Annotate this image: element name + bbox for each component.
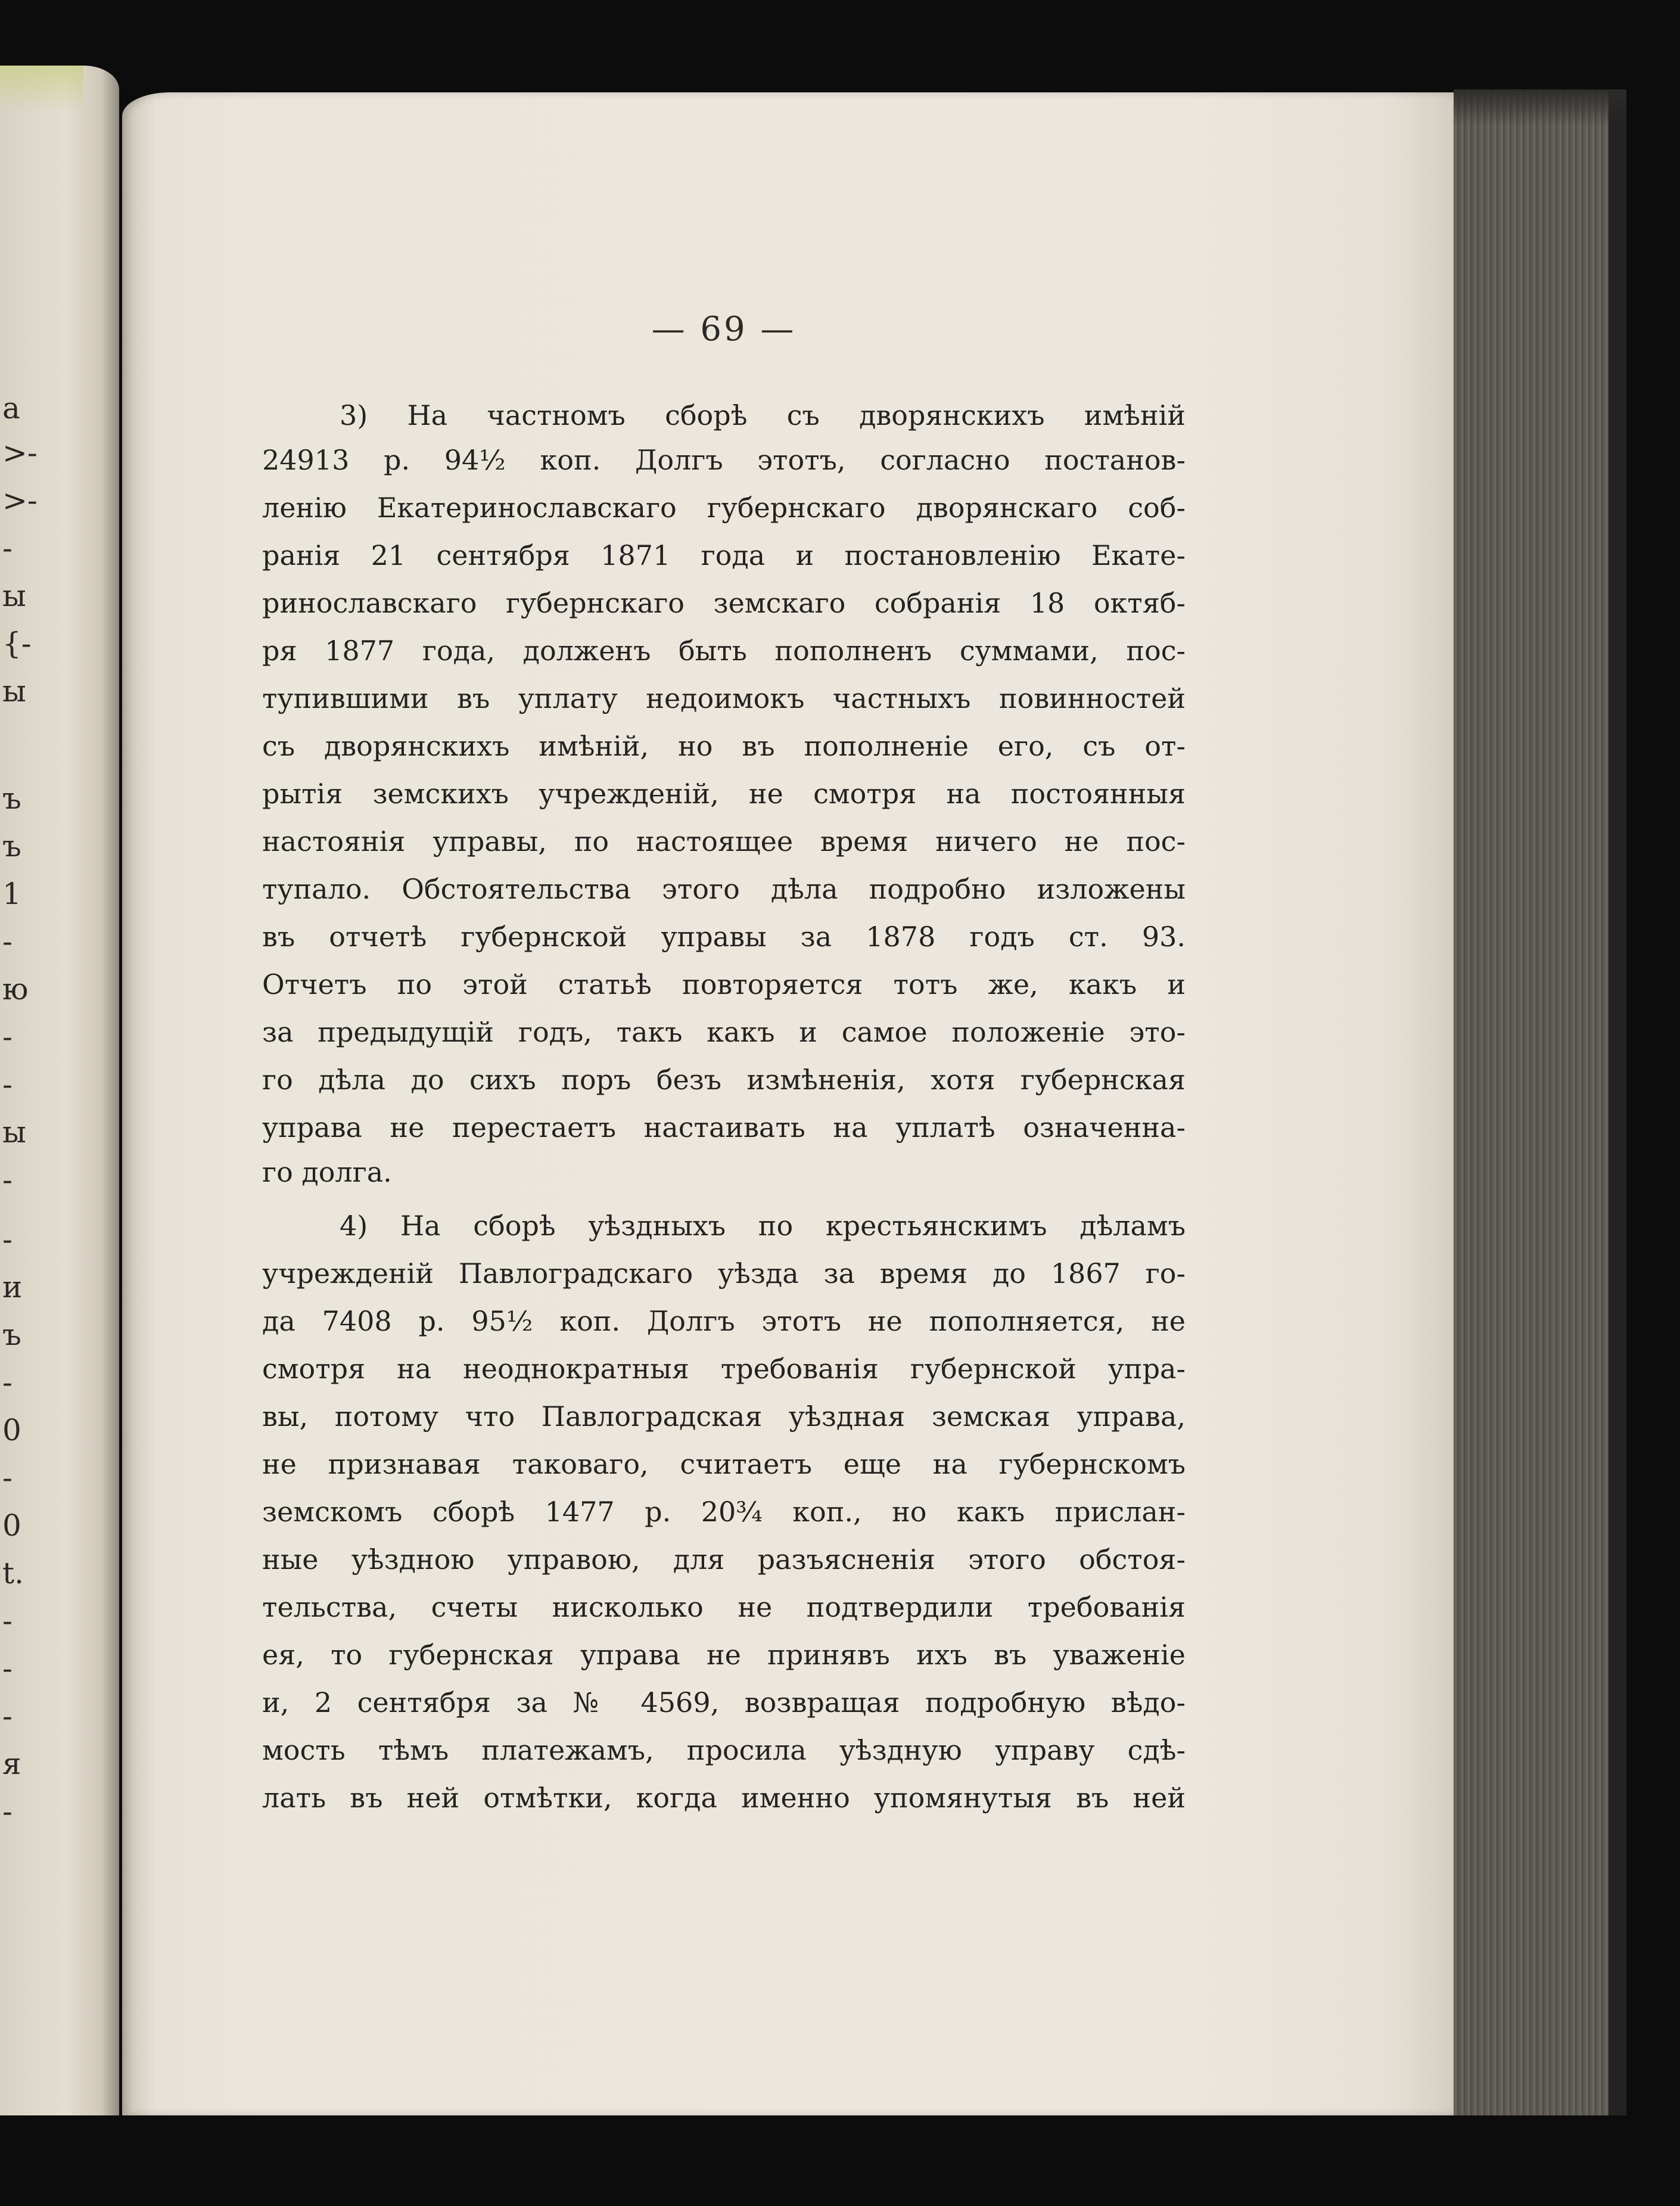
text-line: 3) На частномъ сборѣ съ дворянскихъ имѣній: [340, 399, 1186, 431]
margin-char: 1: [2, 877, 21, 911]
text-line: ранія 21 сентября 1871 года и постановленію Екате-: [262, 539, 1186, 571]
text-line: смотря на неоднократныя требованія губернской упра-: [262, 1353, 1186, 1385]
text-line: учрежденій Павлоградскаго уѣзда за время до 1867 го-: [262, 1257, 1186, 1290]
text-line: тельства, счеты нисколько не подтвердили требованія: [262, 1591, 1186, 1623]
text-line: настоянія управы, по настоящее время ничего не пос-: [262, 825, 1186, 857]
text-line: и, 2 сентября за № 4569, возвращая подробную вѣдо-: [262, 1686, 1186, 1719]
margin-char: -: [2, 1794, 13, 1829]
text-line: ленію Екатеринославскаго губернскаго дворянскаго соб-: [262, 492, 1186, 524]
margin-char: ъ: [2, 1318, 21, 1352]
margin-char: 0: [2, 1508, 21, 1543]
margin-char: -: [2, 1604, 13, 1638]
margin-char: а: [2, 391, 20, 425]
text-line: мость тѣмъ платежамъ, просила уѣздную управу сдѣ-: [262, 1734, 1186, 1766]
margin-char: ъ: [2, 781, 21, 816]
text-line: да 7408 р. 95½ коп. Долгъ этотъ не пополняется, не: [262, 1305, 1186, 1337]
book-page-edges: [1454, 89, 1626, 2115]
margin-char: -: [2, 1163, 13, 1197]
text-line: рытія земскихъ учрежденій, не смотря на постоянныя: [262, 778, 1186, 810]
text-line: 24913 р. 94½ коп. Долгъ этотъ, согласно постанов-: [262, 444, 1186, 476]
margin-char: -: [2, 1222, 13, 1257]
text-line: въ отчетѣ губернской управы за 1878 годъ ст. 93.: [262, 921, 1186, 953]
text-line: за предыдущій годъ, такъ какъ и самое положеніе это-: [262, 1016, 1186, 1048]
margin-char: ы: [2, 1115, 26, 1149]
page-number: — 69 —: [651, 310, 797, 349]
margin-char: ъ: [2, 829, 21, 863]
book-cover-shadow: [1454, 89, 1626, 125]
text-line: вы, потому что Павлоградская уѣздная земская управа,: [262, 1400, 1186, 1433]
margin-char: >-: [2, 483, 38, 518]
text-line: ринославскаго губернскаго земскаго собранія 18 октяб-: [262, 587, 1186, 619]
text-line: тупало. Обстоятельства этого дѣла подробно изложены: [262, 873, 1186, 905]
text-line: Отчетъ по этой статьѣ повторяется тотъ же, какъ и: [262, 968, 1186, 1001]
text-line: ные уѣздною управою, для разъясненія этого обстоя-: [262, 1543, 1186, 1576]
margin-char: {-: [2, 626, 32, 661]
text-line: съ дворянскихъ имѣній, но въ пополненіе его, съ от-: [262, 730, 1186, 762]
margin-char: -: [2, 924, 13, 959]
margin-char: t.: [2, 1556, 24, 1590]
margin-char: -: [2, 1461, 13, 1495]
text-line: управа не перестаетъ настаивать на уплатѣ означенна-: [262, 1111, 1186, 1144]
text-line: ея, то губернская управа не принявъ ихъ въ уваженіе: [262, 1639, 1186, 1671]
margin-char: -: [2, 1365, 13, 1400]
text-line: го долга.: [262, 1156, 392, 1188]
margin-char: >-: [2, 436, 38, 470]
margin-char: ы: [2, 579, 26, 613]
text-line: 4) На сборѣ уѣздныхъ по крестьянскимъ дѣламъ: [340, 1210, 1186, 1242]
text-line: ря 1877 года, долженъ быть пополненъ суммами, пос-: [262, 635, 1186, 667]
text-line: го дѣла до сихъ поръ безъ измѣненія, хотя губернская: [262, 1064, 1186, 1096]
margin-char: ы: [2, 674, 26, 709]
text-line: тупившими въ уплату недоимокъ частныхъ повинностей: [262, 682, 1186, 714]
margin-char: -: [2, 1067, 13, 1102]
text-line: земскомъ сборѣ 1477 р. 20¾ коп., но какъ прислан-: [262, 1496, 1186, 1528]
margin-char: 0: [2, 1413, 21, 1447]
margin-char: и: [2, 1270, 23, 1304]
margin-char: -: [2, 1020, 13, 1054]
margin-char: -: [2, 531, 13, 566]
margin-char: -: [2, 1651, 13, 1686]
margin-char: я: [2, 1747, 21, 1781]
previous-page-line-endings: [0, 0, 36, 2206]
margin-char: -: [2, 1699, 13, 1733]
text-line: не признавая таковаго, считаетъ еще на губернскомъ: [262, 1448, 1186, 1480]
margin-char: ю: [2, 972, 29, 1006]
text-line: лать въ ней отмѣтки, когда именно упомянутыя въ ней: [262, 1782, 1186, 1814]
